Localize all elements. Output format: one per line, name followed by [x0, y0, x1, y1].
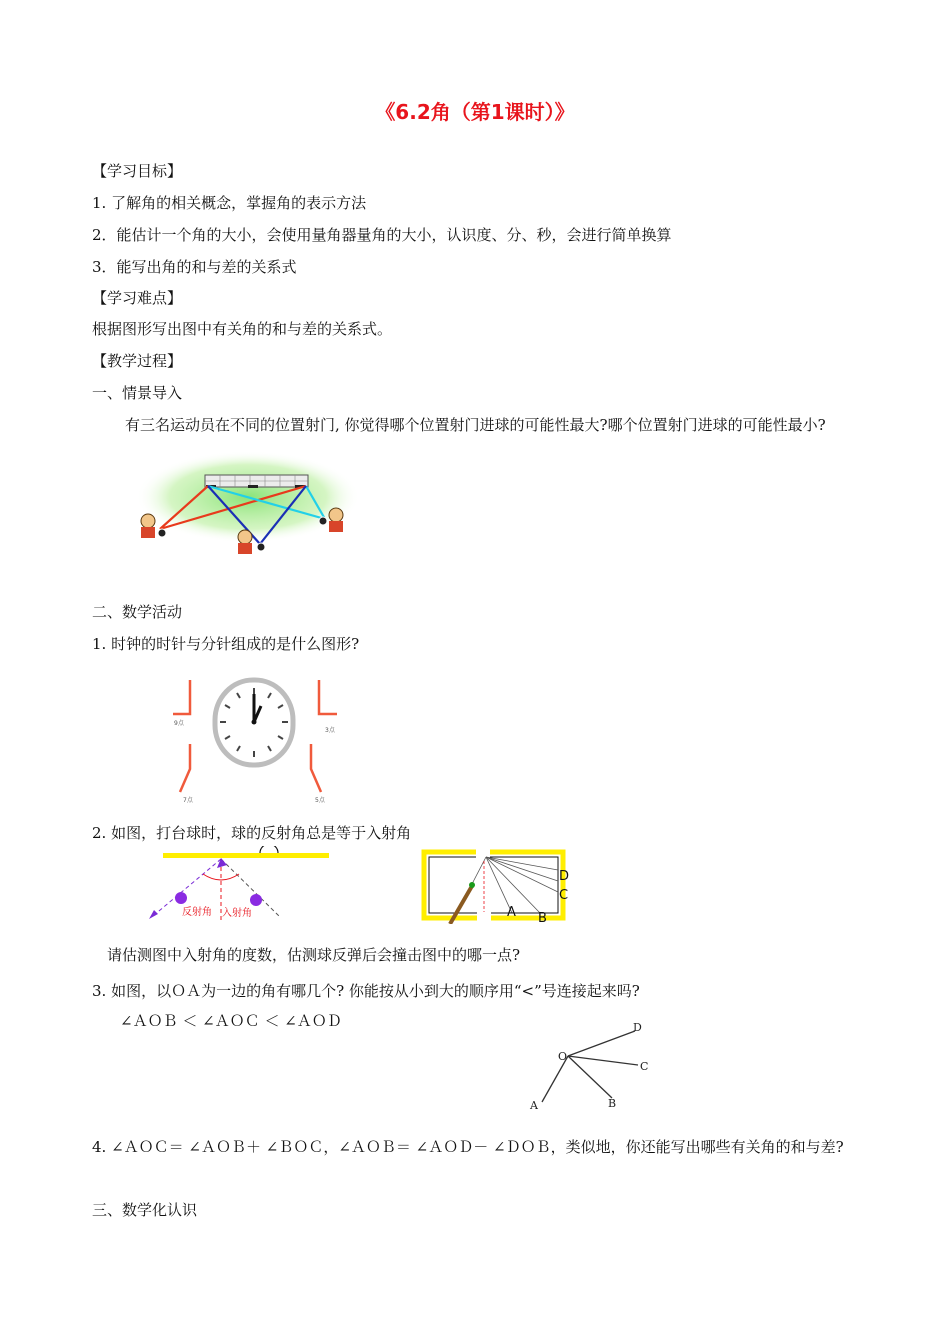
part2-title: 二、数学活动 [92, 603, 183, 621]
ray-oc [568, 1056, 638, 1065]
question-3-answer: ∠ＡＯＢ ＜ ∠ＡＯＣ ＜ ∠ＡＯＤ [120, 1012, 342, 1030]
billiard-figure [420, 848, 580, 924]
clock-label-7: 7点 [183, 797, 193, 804]
difficulty-header: 【学习难点】 [92, 289, 183, 307]
part1-title: 一、情景导入 [92, 384, 183, 402]
clock-label-5: 5点 [315, 797, 325, 804]
label-a: A [530, 1099, 538, 1112]
ball-right [250, 894, 262, 906]
point-a: A [507, 905, 516, 920]
ray-od [568, 1031, 635, 1056]
objective-1: 1. 了解角的相关概念，掌握角的表示方法 [92, 194, 367, 212]
point-c: C [559, 888, 569, 903]
goal-net [205, 475, 308, 488]
question-2: 2. 如图，打台球时，球的反射角总是等于入射角 [92, 824, 412, 842]
clock-label-3: 3点 [325, 727, 335, 734]
reflection-bar [163, 853, 329, 858]
process-header: 【教学过程】 [92, 352, 183, 370]
ball-left [175, 892, 187, 904]
page-title: 《6.2角（第1课时）》 [375, 100, 575, 124]
question-3: 3. 如图，以ＯＡ为一边的角有哪几个? 你能按从小到大的顺序用“<”号连接起来吗? [92, 982, 640, 1000]
ray-ob [568, 1056, 612, 1098]
label-c: C [640, 1060, 649, 1073]
question-2-followup: 请估测图中入射角的度数，估测球反弹后会撞击图中的哪一点? [107, 946, 521, 964]
label-b: B [608, 1097, 617, 1110]
clock-face [215, 680, 293, 765]
point-b: B [538, 911, 547, 924]
label-d: D [633, 1021, 642, 1034]
angle-9 [173, 680, 190, 714]
question-4: 4. ∠ＡＯＣ＝ ∠ＡＯＢ＋ ∠ＢＯＣ，∠ＡＯＢ＝ ∠ＡＯＤ－ ∠ＤＯＢ，类似地，你还能写出哪些有关角的和与差? [92, 1138, 844, 1156]
angle-3 [319, 680, 337, 714]
part3-title: 三、数学化认识 [92, 1201, 198, 1219]
question-1: 1. 时钟的时针与分针组成的是什么图形? [92, 635, 360, 653]
cue-ball [469, 882, 475, 888]
angle-7 [180, 744, 190, 792]
reflection-figure [145, 846, 345, 922]
angle-5 [311, 744, 321, 792]
label-o: O [558, 1050, 568, 1063]
clock-figure [165, 672, 355, 807]
table-border [424, 852, 563, 918]
incident-angle-label: 入射角 [222, 908, 252, 919]
part1-text: 有三名运动员在不同的位置射门, 你觉得哪个位置射门进球的可能性最大?哪个位置射门进球的可能性最小? [125, 416, 826, 434]
difficulty-text: 根据图形写出图中有关角的和与差的关系式。 [92, 320, 393, 338]
soccer-figure [130, 445, 360, 560]
point-d: D [559, 869, 570, 884]
objectives-header: 【学习目标】 [92, 162, 183, 180]
objective-2: 2．能估计一个角的大小，会使用量角器量角的大小，认识度、分、秒，会进行简单换算 [92, 226, 672, 244]
pocket [260, 846, 278, 853]
angle-figure [520, 1015, 660, 1115]
reflection-angle-label: 反射角 [182, 907, 212, 918]
objective-3: 3．能写出角的和与差的关系式 [92, 258, 297, 276]
clock-label-9: 9点 [174, 720, 184, 727]
